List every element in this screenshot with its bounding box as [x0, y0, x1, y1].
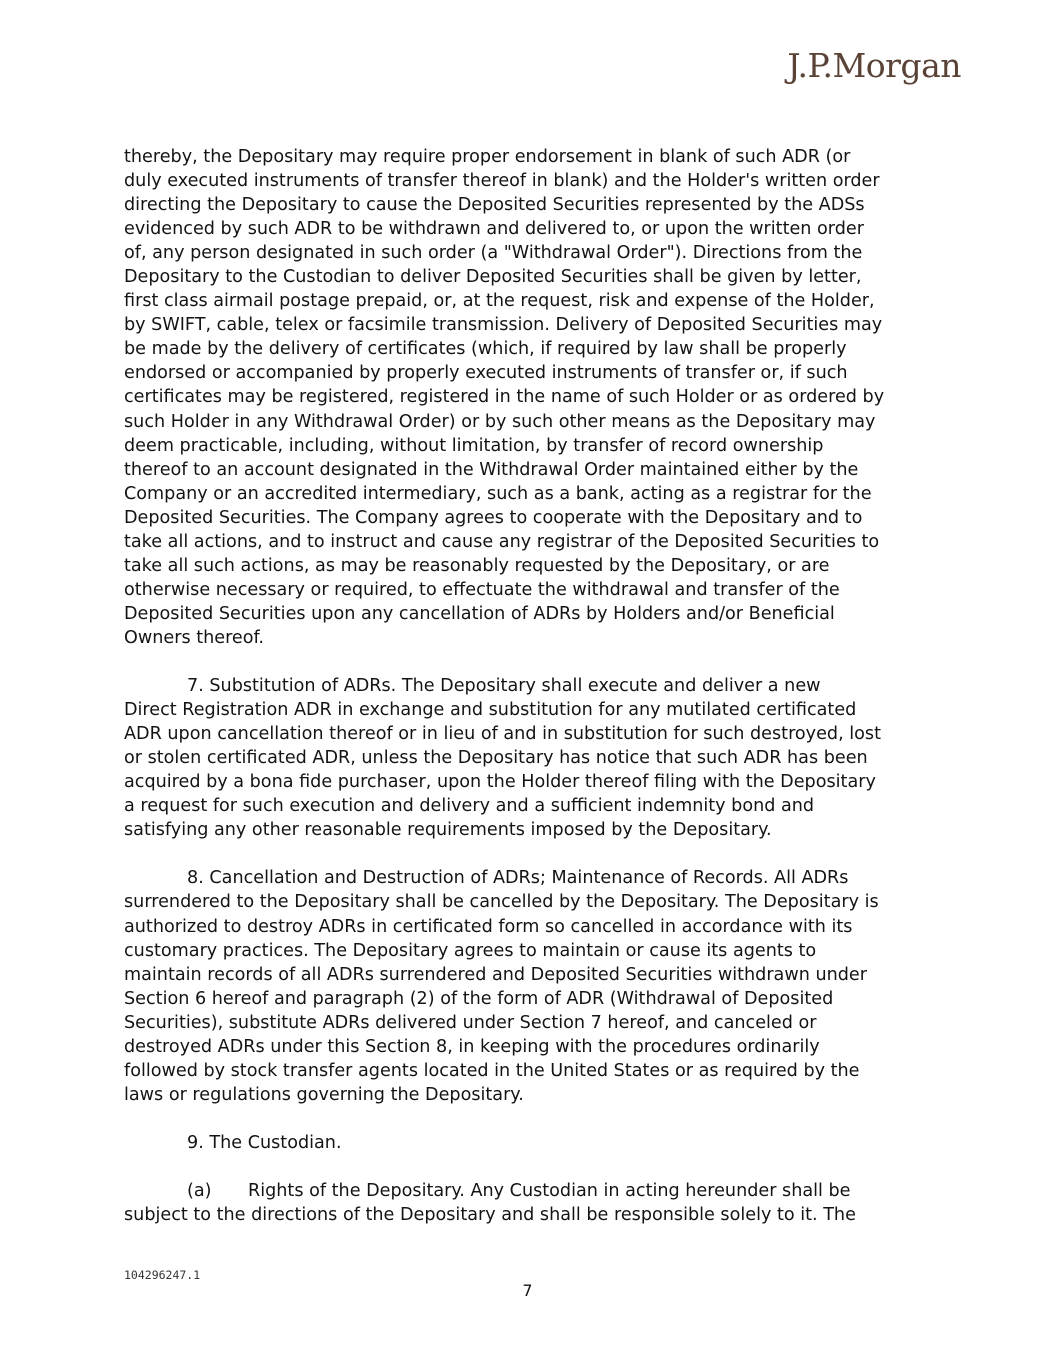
text-line: first class airmail postage prepaid, or, at the request, risk and expense of the Holder, — [124, 291, 875, 312]
text-line: otherwise necessary or required, to effectuate the withdrawal and transfer of the — [124, 579, 840, 600]
text-line: take all actions, and to instruct and cause any registrar of the Deposited Securities to — [124, 531, 880, 552]
document-id: 104296247.1 — [124, 1268, 201, 1282]
text-line: Section 6 hereof and paragraph (2) of the form of ADR (Withdrawal of Deposited — [124, 988, 834, 1009]
text-line: endorsed or accompanied by properly executed instruments of transfer or, if such — [124, 363, 848, 384]
text-line: Securities), substitute ADRs delivered under Section 7 hereof, and canceled or — [124, 1012, 817, 1033]
page-number: 7 — [522, 1281, 533, 1300]
text-line: certificates may be registered, registered in the name of such Holder or as ordered by — [124, 387, 885, 408]
text-line: take all such actions, as may be reasonably requested by the Depositary, or are — [124, 555, 830, 576]
text-line: authorized to destroy ADRs in certificated form so cancelled in accordance with its — [124, 916, 853, 937]
section-9-the-custodian — [124, 1131, 944, 1155]
section-heading: 9. The Custodian. — [187, 1132, 342, 1153]
text-line: followed by stock transfer agents located in the United States or as required by the — [124, 1060, 860, 1081]
text-line: such Holder in any Withdrawal Order) or by such other means as the Depositary may — [124, 411, 876, 432]
text-line: be made by the delivery of certificates (which, if required by law shall be properly — [124, 339, 847, 360]
text-line: maintain records of all ADRs surrendered and Deposited Securities withdrawn under — [124, 964, 867, 985]
text-line: acquired by a bona fide purchaser, upon the Holder thereof filing with the Depositary — [124, 772, 876, 793]
text-line: of, any person designated in such order (a "Withdrawal Order"). Directions from the — [124, 243, 863, 264]
subsection-label: (a) — [187, 1181, 212, 1202]
text-line: deem practicable, including, without limitation, by transfer of record ownership — [124, 435, 824, 456]
text-line: subject to the directions of the Depositary and shall be responsible solely to it. The — [124, 1205, 856, 1226]
section-9a-rights-of-depositary — [124, 1179, 944, 1227]
text-line: thereof to an account designated in the Withdrawal Order maintained either by the — [124, 459, 859, 480]
text-line: Company or an accredited intermediary, such as a bank, acting as a registrar for the — [124, 483, 872, 504]
text-line: evidenced by such ADR to be withdrawn and delivered to, or upon the written order — [124, 219, 864, 240]
text-line: Deposited Securities. The Company agrees to cooperate with the Depositary and to — [124, 507, 863, 528]
text-line: satisfying any other reasonable requirements imposed by the Depositary. — [124, 820, 772, 841]
document-body — [124, 145, 944, 1227]
text-line: by SWIFT, cable, telex or facsimile transmission. Delivery of Deposited Securities may — [124, 315, 883, 336]
text-line: directing the Depositary to cause the Deposited Securities represented by the ADSs — [124, 195, 865, 216]
section-heading-line: 8. Cancellation and Destruction of ADRs; Maintenance of Records. All ADRs — [187, 868, 849, 889]
subsection-first-line — [124, 1179, 944, 1203]
text-line: Direct Registration ADR in exchange and substitution for any mutilated certificated — [124, 700, 857, 721]
section-heading-line: 7. Substitution of ADRs. The Depositary shall execute and deliver a new — [187, 676, 821, 697]
continuation-paragraph — [124, 145, 944, 650]
text-line: Rights of the Depositary. Any Custodian in acting hereunder shall be — [248, 1181, 851, 1202]
text-line: thereby, the Depositary may require proper endorsement in blank of such ADR (or — [124, 147, 851, 167]
text-line: or stolen certificated ADR, unless the Depositary has notice that such ADR has been — [124, 748, 868, 769]
section-7-substitution-of-adrs — [124, 674, 944, 842]
text-line: customary practices. The Depositary agrees to maintain or cause its agents to — [124, 940, 817, 961]
section-8-cancellation-and-destruction — [124, 866, 944, 1106]
text-line: Deposited Securities upon any cancellation of ADRs by Holders and/or Beneficial — [124, 603, 835, 624]
text-line: laws or regulations governing the Depositary. — [124, 1084, 524, 1105]
text-line: surrendered to the Depositary shall be cancelled by the Depositary. The Depositary is — [124, 892, 879, 913]
text-line: Depositary to the Custodian to deliver Deposited Securities shall be given by letter, — [124, 267, 862, 288]
jpmorgan-logo: J.P.Morgan — [787, 46, 961, 85]
text-line: Owners thereof. — [124, 627, 265, 648]
text-line: destroyed ADRs under this Section 8, in keeping with the procedures ordinarily — [124, 1036, 820, 1057]
text-line: ADR upon cancellation thereof or in lieu of and in substitution for such destroyed, lost — [124, 724, 881, 745]
text-line: a request for such execution and delivery and a sufficient indemnity bond and — [124, 796, 815, 817]
text-line: duly executed instruments of transfer thereof in blank) and the Holder's written order — [124, 171, 880, 192]
